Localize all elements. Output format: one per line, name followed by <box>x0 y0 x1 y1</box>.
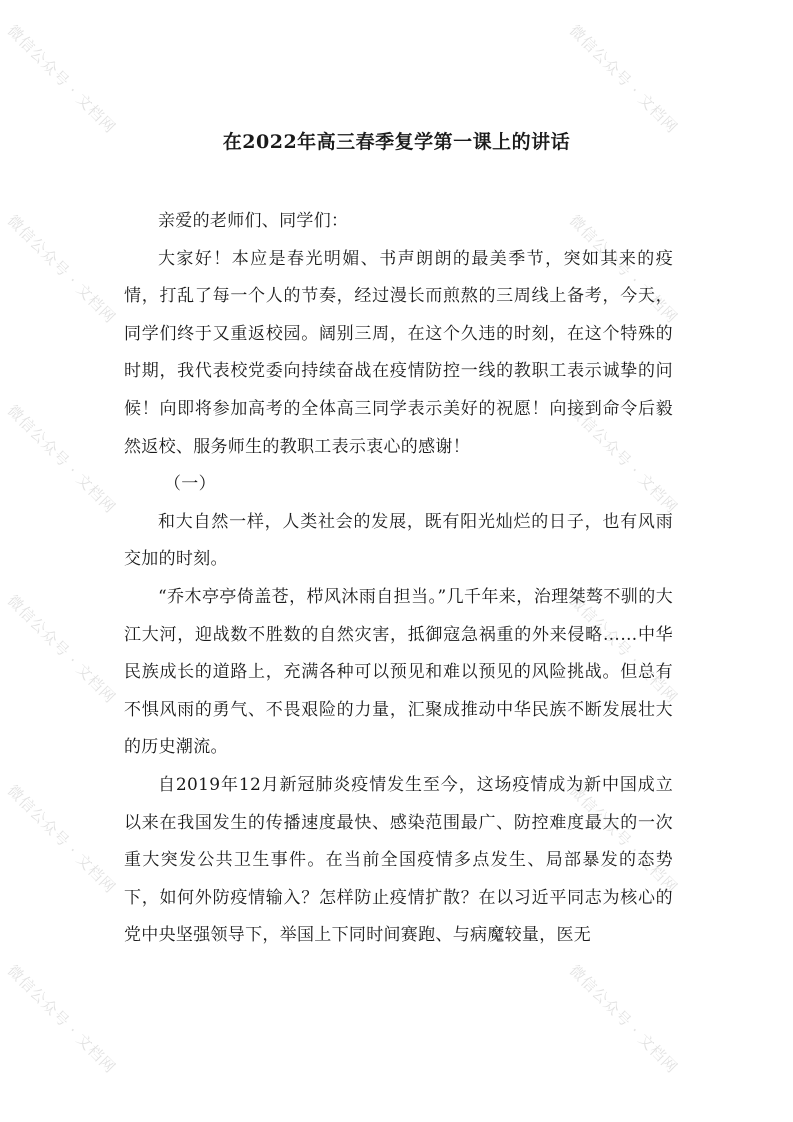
body-paragraph: 大家好！本应是春光明媚、书声朗朗的最美季节，突如其来的疫情，打乱了每一个人的节奏，经过漫长而煎熬的三周线上备考，今天，同学们终于又重返校园。阔别三周，在这个久违的时刻，在这个特殊的时期，我代表校党委向持续奋战在疫情防控一线的教职工表示诚挚的问候！向即将参加高考的全体高三同学表示美好的祝愿！向接到命令后毅然返校、服务师生的教职工表示衷心的感谢！ <box>124 248 673 457</box>
document-title: 在2022年高三春季复学第一课上的讲话 <box>222 131 571 153</box>
salutation-paragraph: 亲爱的老师们、同学们： <box>158 211 349 231</box>
body-paragraph: 和大自然一样，人类社会的发展，既有阳光灿烂的日子，也有风雨交加的时刻。 <box>124 511 673 570</box>
watermark-text: 微信公众号 · 文档网 <box>3 781 120 897</box>
watermark-text: 微信公众号 · 文档网 <box>565 211 682 327</box>
watermark-text: 微信公众号 · 文档网 <box>3 401 120 517</box>
watermark-text: 微信公众号 · 文档网 <box>565 591 682 707</box>
watermark-text: 微信公众号 · 文档网 <box>3 591 120 707</box>
watermark-text: 微信公众号 · 文档网 <box>565 961 682 1077</box>
watermark-text: 微信公众号 · 文档网 <box>565 781 682 897</box>
watermark-text: 微信公众号 · 文档网 <box>3 21 120 137</box>
body-paragraph: “乔木亭亭倚盖苍，栉风沐雨自担当。”几千年来，治理桀骜不驯的大江大河，迎战数不胜数的自然灾害，抵御寇急祸重的外来侵略……中华民族成长的道路上，充满各种可以预见和难以预见的风险挑战。但总有不惧风雨的勇气、不畏艰险的力量，汇聚成推动中华民族不断发展壮大的历史潮流。 <box>124 586 673 758</box>
watermark-text: 微信公众号 · 文档网 <box>3 211 120 327</box>
section-heading: （一） <box>164 474 216 495</box>
document-body <box>124 203 673 955</box>
watermark-text: 微信公众号 · 文档网 <box>565 21 682 137</box>
watermark-text: 微信公众号 · 文档网 <box>3 961 120 1077</box>
watermark-text: 微信公众号 · 文档网 <box>565 401 682 517</box>
body-paragraph: 自2019年12月新冠肺炎疫情发生至今，这场疫情成为新中国成立以来在我国发生的传播速度最快、感染范围最广、防控难度最大的一次重大突发公共卫生事件。在当前全国疫情多点发生、局部暴发的态势下，如何外防疫情输入？怎样防止疫情扩散？在以习近平同志为核心的党中央坚强领导下，举国上下同时间赛跑、与病魔较量，医无 <box>124 774 673 946</box>
